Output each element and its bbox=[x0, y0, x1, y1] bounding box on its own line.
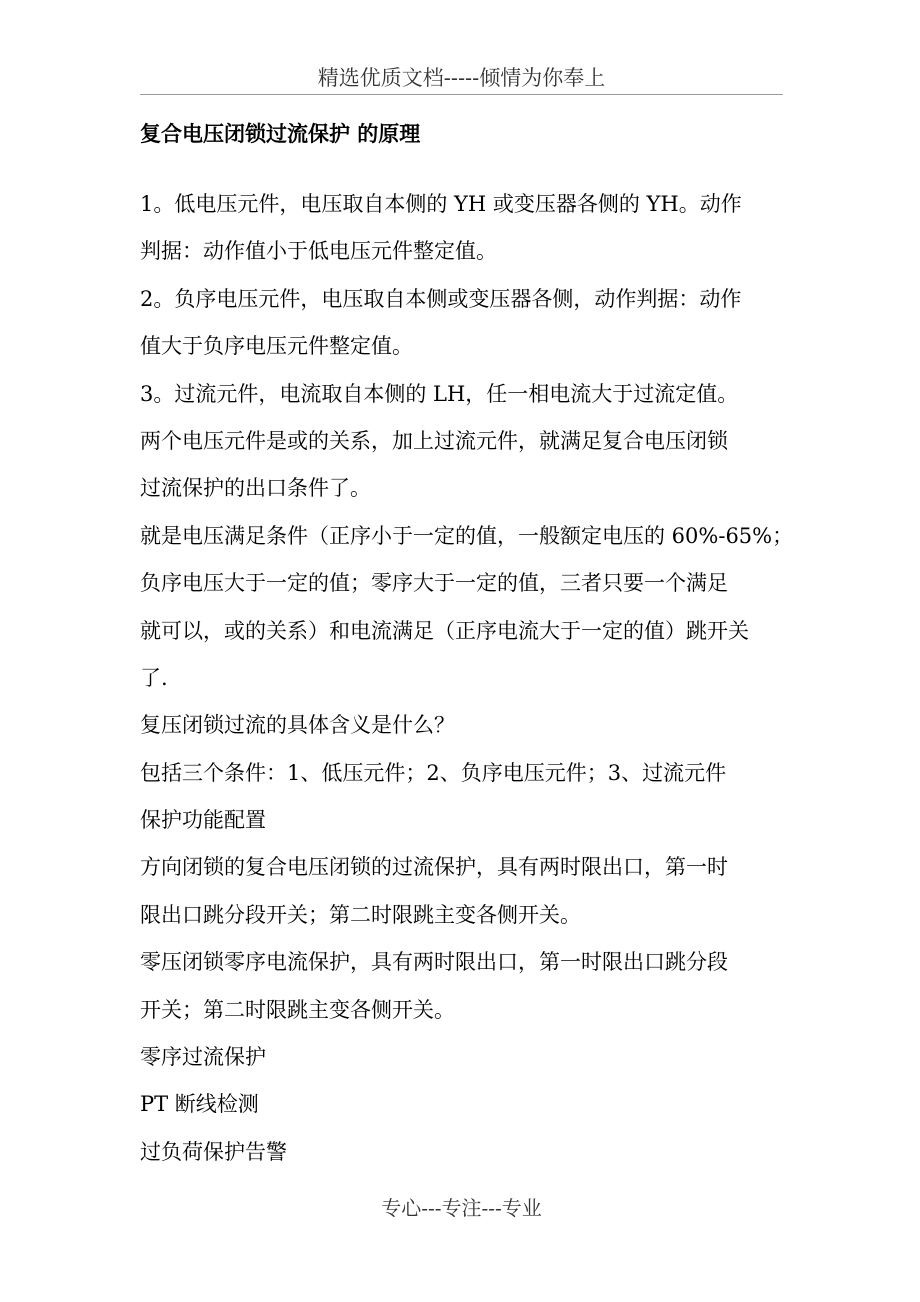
document-title: 复合电压闭锁过流保护 的原理 bbox=[140, 122, 421, 146]
body-line: 判据：动作值小于低电压元件整定值。 bbox=[140, 239, 497, 264]
page-footer: 专心---专注---专业 bbox=[381, 1196, 542, 1220]
body-line: 就是电压满足条件（正序小于一定的值，一般额定电压的 60%-65%； bbox=[140, 523, 794, 548]
body-line: 3。过流元件，电流取自本侧的 LH，任一相电流大于过流定值。 bbox=[140, 381, 739, 406]
body-line: 1。低电压元件，电压取自本侧的 YH 或变压器各侧的 YH。动作 bbox=[140, 192, 742, 216]
page-header: 精选优质文档-----倾情为你奉上 bbox=[140, 62, 783, 95]
body-line: 就可以，或的关系）和电流满足（正序电流大于一定的值）跳开关 bbox=[140, 618, 749, 643]
body-line: 限出口跳分段开关；第二时限跳主变各侧开关。 bbox=[140, 902, 581, 927]
document-body bbox=[140, 181, 800, 1176]
body-line: 零序过流保护 bbox=[140, 1045, 266, 1070]
body-line: 值大于负序电压元件整定值。 bbox=[140, 334, 413, 359]
body-line: PT 断线检测 bbox=[140, 1092, 259, 1117]
body-line: 开关；第二时限跳主变各侧开关。 bbox=[140, 997, 455, 1022]
body-line: 2。负序电压元件，电压取自本侧或变压器各侧，动作判据：动作 bbox=[140, 286, 742, 311]
body-line: 负序电压大于一定的值；零序大于一定的值，三者只要一个满足 bbox=[140, 571, 728, 596]
body-line: 保护功能配置 bbox=[140, 808, 266, 833]
body-line: 方向闭锁的复合电压闭锁的过流保护，具有两时限出口，第一时 bbox=[140, 855, 728, 880]
body-line: 复压闭锁过流的具体含义是什么？ bbox=[140, 713, 455, 738]
body-line: 零压闭锁零序电流保护，具有两时限出口，第一时限出口跳分段 bbox=[140, 950, 728, 975]
body-line: 了. bbox=[140, 665, 168, 690]
body-line: 过负荷保护告警 bbox=[140, 1139, 287, 1164]
body-line: 包括三个条件：1、低压元件；2、负序电压元件；3、过流元件 bbox=[140, 760, 727, 785]
body-line: 两个电压元件是或的关系，加上过流元件，就满足复合电压闭锁 bbox=[140, 428, 728, 453]
body-line: 过流保护的出口条件了。 bbox=[140, 476, 371, 501]
